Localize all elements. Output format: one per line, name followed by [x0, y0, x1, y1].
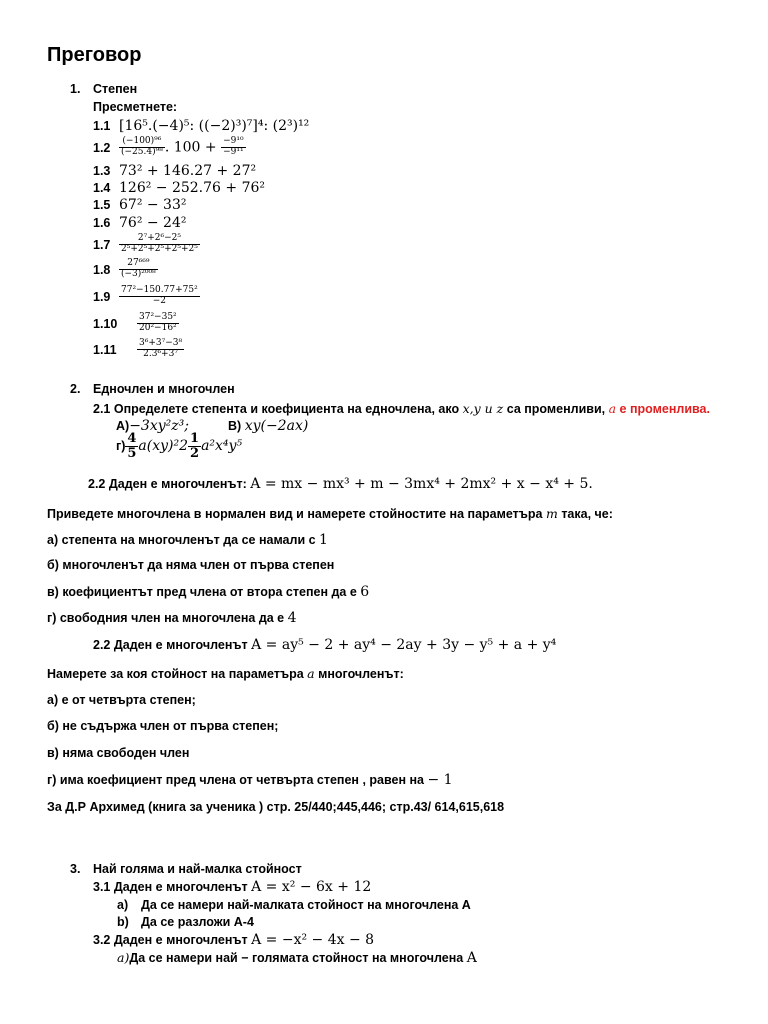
- variables: x,y и z: [462, 401, 504, 416]
- math-expression: a²x⁴y⁵: [201, 438, 243, 455]
- question-2-a: а) е от четвърта степен;: [47, 693, 196, 707]
- item-number: 4: [287, 610, 297, 626]
- textbook-reference: За Д.Р Архимед (книга за ученика ) стр. 25/440;445,446; стр.43/ 614,615,618: [47, 800, 505, 814]
- item-label: а): [117, 950, 130, 965]
- section-1-instruction: Пресметнете:: [93, 100, 178, 114]
- exercise-label: 1.5: [93, 198, 111, 212]
- item-text: Да се разложи А-4: [141, 915, 254, 929]
- fraction-numerator: 2⁷+2⁶−2⁵: [119, 234, 200, 245]
- question-text-end: така, че:: [561, 507, 613, 521]
- fraction-numerator: 77²−150.77+75²: [121, 285, 198, 295]
- fraction-numerator: 1: [190, 431, 200, 446]
- item-text: Да се намери най − голямата стойност на многочлена: [129, 951, 464, 965]
- item-number: 1: [319, 532, 328, 548]
- math-expression: A = ay⁵ − 2 + ay⁴ − 2ay + 3y − y⁵ + a + y⁴: [251, 637, 557, 653]
- problem-text: Даден е многочленът:: [108, 477, 247, 491]
- item-text: а) степента на многочленът да се намали с: [47, 533, 316, 547]
- question-2: [47, 666, 404, 681]
- parameter: a: [307, 666, 315, 681]
- item-number: 6: [360, 584, 370, 600]
- question-2-b: б) не съдържа член от първа степен;: [47, 719, 279, 733]
- question-text-end: многочленът:: [318, 667, 404, 681]
- monomial-label: В): [228, 419, 242, 433]
- fraction-numerator: 4: [127, 431, 137, 446]
- fraction-numerator: (−100)⁹⁶: [119, 137, 165, 148]
- math-expression: A = mx − mx³ + m − 3mx⁴ + 2mx² + x − x⁴ + 5.: [250, 476, 593, 492]
- fraction-denominator: (−3)²⁰⁰⁸: [121, 268, 156, 279]
- problem-text: Даден е многочленът: [113, 638, 248, 652]
- fraction: [188, 432, 201, 462]
- math-expression: −3xy²z³;: [129, 418, 189, 434]
- fraction: [119, 234, 200, 255]
- item-label: a): [117, 898, 129, 912]
- exercise-label: 1.11: [93, 342, 117, 357]
- fraction-numerator: 3⁶+3⁷−3⁸: [139, 338, 183, 348]
- section-3-heading: Най голяма и най-малка стойност: [93, 862, 302, 876]
- exercise-label: 1.7: [93, 237, 111, 252]
- exercise-1-10: [93, 313, 179, 334]
- problem-2-2: [88, 476, 593, 492]
- parameter-a: а: [608, 401, 617, 416]
- problem-3-1: [93, 879, 371, 895]
- math-expression: [16⁵.(−4)⁵: ((−2)³)⁷]⁴: (2³)¹²: [119, 118, 310, 134]
- fraction-denominator: 2: [190, 446, 200, 462]
- monomial-g: [116, 432, 242, 462]
- item-variable: A: [466, 950, 477, 966]
- problem-text-2: са променливи,: [506, 402, 606, 416]
- question-1-a: [47, 532, 328, 548]
- math-expression: a(xy)²2: [138, 438, 189, 455]
- fraction: [125, 432, 138, 462]
- exercise-label: 1.2: [93, 140, 111, 155]
- problem-2-1: [93, 401, 710, 416]
- math-expression: 67² − 33²: [119, 197, 187, 213]
- fraction: [119, 259, 158, 280]
- math-expression: 73² + 146.27 + 27²: [119, 163, 257, 179]
- exercise-label: 1.10: [93, 316, 118, 331]
- exercise-1-7: [93, 234, 200, 255]
- monomial-label: А): [116, 419, 130, 433]
- problem-2-2-b: [93, 637, 556, 653]
- fraction: [119, 286, 200, 307]
- exercise-1-11: [93, 339, 184, 360]
- item-number: − 1: [427, 772, 453, 788]
- fraction-denominator: −9¹¹: [223, 146, 244, 157]
- problem-3-1-a: [117, 898, 471, 912]
- fraction-denominator: 5: [127, 446, 137, 462]
- math-expression: 76² − 24²: [119, 215, 187, 231]
- problem-label: 3.1: [93, 880, 111, 894]
- exercise-label: 1.3: [93, 164, 111, 178]
- problem-text: Даден е многочленът: [113, 880, 248, 894]
- exercise-1-6: [93, 214, 186, 232]
- question-2-v: в) няма свободен член: [47, 746, 190, 760]
- question-2-g: [47, 772, 453, 788]
- fraction: [119, 137, 165, 158]
- section-1-heading: Степен: [93, 82, 138, 96]
- problem-text: Даден е многочленът: [113, 933, 248, 947]
- fraction-denominator: 2⁵+2⁵+2⁵+2⁵+2⁵: [121, 243, 198, 254]
- question-1-b: б) многочленът да няма член от първа степен: [47, 558, 335, 572]
- exercise-1-9: [93, 286, 200, 307]
- section-1-number: 1.: [70, 82, 81, 96]
- exercise-1-8: [93, 259, 158, 280]
- question-text: Приведете многочлена в нормален вид и намерете стойностите на параметъра: [47, 507, 543, 521]
- section-2-number: 2.: [70, 382, 81, 396]
- item-text: г) има коефициент пред члена от четвърта степен , равен на: [47, 773, 424, 787]
- exercise-label: 1.6: [93, 216, 111, 230]
- section-2-heading: Едночлен и многочлен: [93, 382, 235, 396]
- problem-label: 3.2: [93, 933, 111, 947]
- problem-text: Определете степента и коефициента на едночлена, ако: [113, 402, 460, 416]
- parameter: m: [545, 506, 558, 521]
- exercise-label: 1.8: [93, 262, 111, 277]
- fraction-numerator: 27⁶⁶⁹: [119, 259, 158, 270]
- fraction-numerator: −9¹⁰: [223, 136, 244, 146]
- fraction-denominator: 2.3⁶+3⁷: [143, 348, 178, 359]
- fraction-numerator: 37²−35²: [139, 312, 177, 322]
- math-expression: A = x² − 6x + 12: [251, 879, 372, 895]
- fraction-denominator: −2: [152, 295, 166, 306]
- fraction: [137, 313, 179, 334]
- exercise-1-4: [93, 179, 265, 197]
- monomial-label: г): [116, 439, 126, 454]
- fraction-denominator: 20²−16²: [139, 322, 177, 333]
- problem-text-3: е променлива.: [619, 402, 710, 416]
- item-label: b): [117, 915, 129, 929]
- problem-label: 2.1: [93, 402, 111, 416]
- item-text: в) коефициентът пред члена от втора степен да е: [47, 585, 357, 599]
- problem-3-1-b: [117, 915, 254, 929]
- exercise-1-5: [93, 196, 186, 214]
- item-text: Да се намери най-малката стойност на многочлена А: [141, 898, 471, 912]
- problem-label: 2.2: [88, 477, 106, 491]
- fraction: [137, 339, 184, 360]
- exercise-label: 1.4: [93, 181, 111, 195]
- item-text: г) свободния член на многочлена да е: [47, 611, 285, 625]
- fraction: [221, 137, 245, 158]
- exercise-1-3: [93, 162, 256, 180]
- page-title: Преговор: [47, 44, 142, 66]
- section-3-number: 3.: [70, 862, 81, 876]
- exercise-1-2: [93, 137, 246, 158]
- math-expression: A = −x² − 4x − 8: [251, 932, 375, 948]
- math-expression: . 100 +: [164, 139, 217, 156]
- problem-3-2-a: [117, 950, 477, 966]
- math-expression: 126² − 252.76 + 76²: [119, 180, 266, 196]
- question-1-g: [47, 610, 297, 626]
- problem-label: 2.2: [93, 638, 111, 652]
- fraction-denominator: (−25.4)⁹⁸: [121, 146, 163, 157]
- math-expression: xy(−2ax): [244, 418, 309, 434]
- question-text: Намерете за коя стойност на параметъра: [47, 667, 304, 681]
- exercise-label: 1.9: [93, 289, 111, 304]
- question-1-v: [47, 584, 369, 600]
- problem-3-2: [93, 932, 374, 948]
- exercise-1-1: [93, 117, 309, 135]
- question-1: [47, 506, 613, 521]
- exercise-label: 1.1: [93, 119, 111, 133]
